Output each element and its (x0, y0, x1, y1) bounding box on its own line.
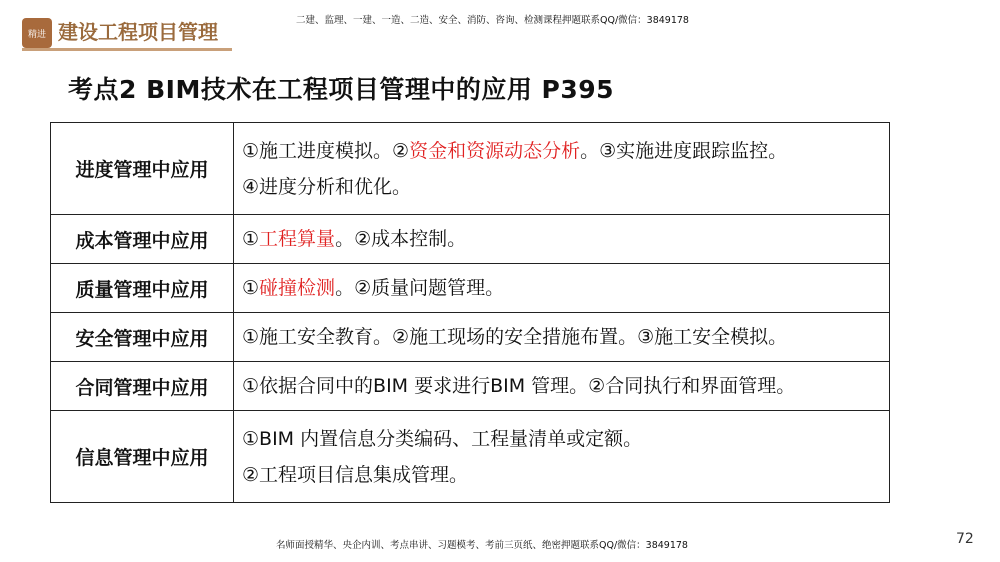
content-cell (234, 215, 890, 264)
category-cell: 质量管理中应用 (51, 264, 234, 313)
category-cell: 合同管理中应用 (51, 362, 234, 411)
application-table (50, 122, 890, 503)
content-cell (234, 264, 890, 313)
content-cell (234, 362, 890, 411)
content-line: ①工程算量。②成本控制。 (242, 228, 467, 250)
content-cell (234, 313, 890, 362)
content-line: ①碰撞检测。②质量问题管理。 (242, 277, 505, 299)
table-row (51, 362, 890, 411)
table-row (51, 264, 890, 313)
content-cell (234, 411, 890, 503)
category-cell: 信息管理中应用 (51, 411, 234, 503)
logo-text: 精进 (27, 29, 46, 40)
content-line: ②工程项目信息集成管理。 (242, 463, 469, 486)
table-row (51, 313, 890, 362)
page-title: 考点2 BIM技术在工程项目管理中的应用 P395 (68, 75, 615, 104)
logo-badge (22, 18, 52, 48)
content-line: ①施工安全教育。②施工现场的安全措施布置。③施工安全模拟。 (242, 326, 788, 348)
table-row (51, 215, 890, 264)
table-row (51, 411, 890, 503)
page-number: 72 (956, 531, 974, 547)
category-cell: 成本管理中应用 (51, 215, 234, 264)
brand-title: 建设工程项目管理 (58, 20, 218, 44)
content-line: ④进度分析和优化。 (242, 175, 412, 198)
content-line: ①BIM 内置信息分类编码、工程量清单或定额。 (242, 427, 643, 450)
bottom-contact-note: 名师面授精华、央企内训、考点串讲、习题模考、考前三页纸、绝密押题联系QQ/微信：3849178 (276, 540, 688, 551)
content-line: ①施工进度模拟。②资金和资源动态分析。③实施进度跟踪监控。 (242, 139, 788, 162)
content-cell (234, 123, 890, 215)
category-cell: 进度管理中应用 (51, 123, 234, 215)
table-row (51, 123, 890, 215)
brand-underline (22, 48, 232, 51)
category-cell: 安全管理中应用 (51, 313, 234, 362)
top-contact-note: 二建、监理、一建、一造、二造、安全、消防、咨询、检测课程押题联系QQ/微信：3849178 (296, 15, 689, 26)
content-line: ①依据合同中的BIM 要求进行BIM 管理。②合同执行和界面管理。 (242, 375, 796, 397)
